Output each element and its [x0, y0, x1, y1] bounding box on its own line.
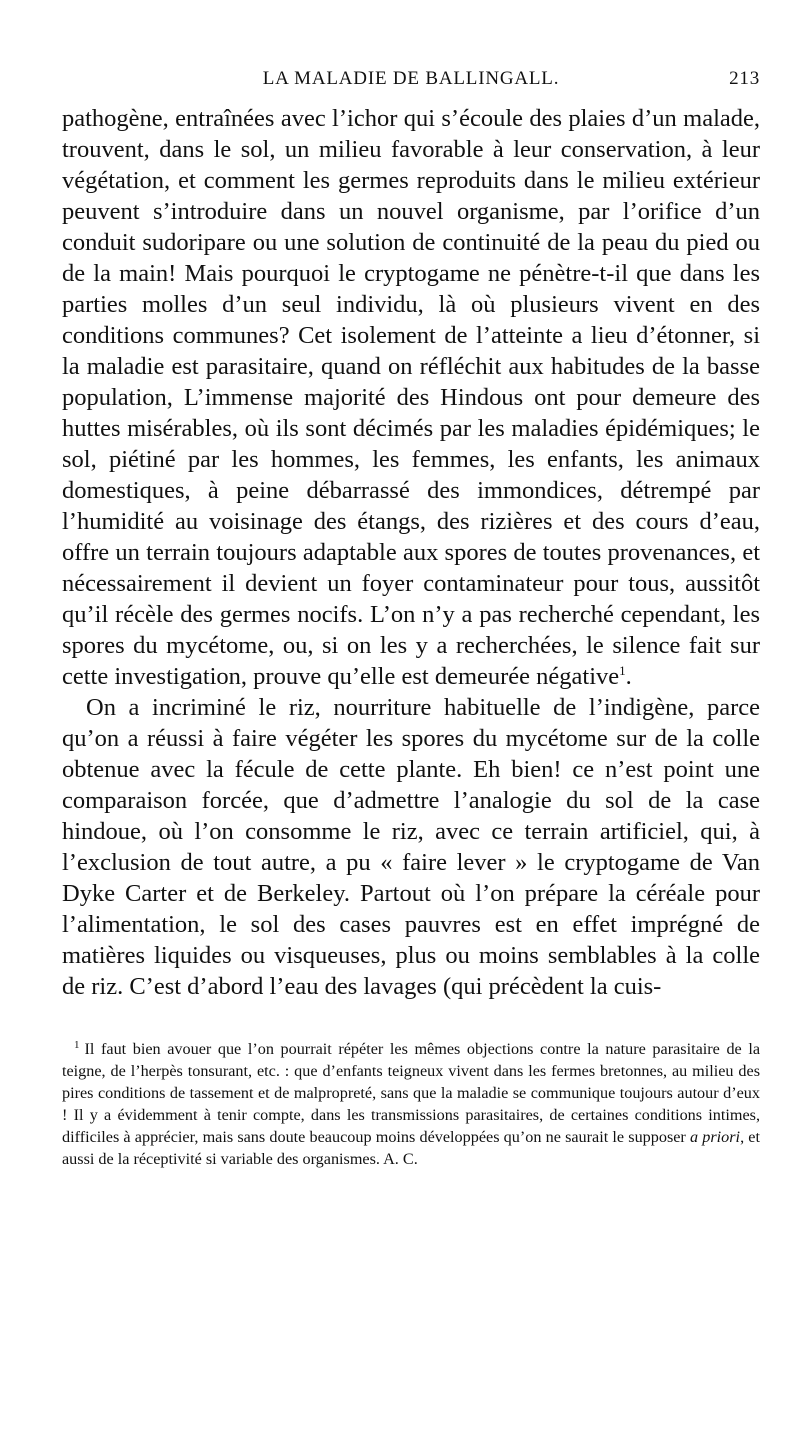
running-header [62, 62, 760, 96]
footnote-text-end: , et aussi de la réceptivité si variable des organismes. A. C. [62, 1128, 760, 1168]
body-paragraph-2-text: On a incriminé le riz, nourriture habituelle de l’indigène, parce qu’on a réussi à faire végéter les spores du mycétome sur de la colle obtenue avec la fécule de cette plante. Eh bien! ce n’est point une comparaison forcée, que d’admettre l’analogie du sol de la case hindoue, où l’on consomme le riz, avec ce terrain artificiel, qui, à l’exclusion de tout autre, a pu « faire lever » le cryptogame de Van Dyke Carter et de Berkeley. Partout où l’on prépare la céréale pour l’alimentation, le sol des cases pauvres est en effet imprégné de matières liquides ou visqueuses, plus ou moins semblables à la colle de riz. C’est d’abord l’eau des lavages (qui précèdent la cuis- [62, 694, 760, 1000]
body-paragraph-1 [62, 103, 760, 692]
footnote-reference: 1 [619, 662, 626, 678]
footnote-text: Il faut bien avouer que l’on pourrait répéter les mêmes objections contre la nature parasitaire de la teigne, de l’herpès tonsurant, etc. : que d’enfants teigneux vivent dans les fermes bretonnes, au milieu des pires conditions de tassement et de malpropreté, sans que la maladie se communique toujours autour d’eux ! Il y a évidemment à tenir compte, dans les transmissions parasitaires, de certaines conditions intimes, difficiles à apprécier, mais sans doute beaucoup moins développées qu’on ne saurait le supposer [62, 1040, 760, 1146]
page-number: 213 [729, 68, 760, 89]
body-paragraph-1-end: . [625, 663, 632, 690]
document-page [62, 62, 760, 1382]
footnote-italic-text: a priori [690, 1128, 741, 1146]
footnote [62, 1038, 760, 1170]
body-paragraph-1-text: pathogène, entraînées avec l’ichor qui s’écoule des plaies d’un malade, trouvent, dans le sol, un milieu favorable à leur conservation, à leur végétation, et comment les germes reproduits dans le milieu extérieur peuvent s’introduire dans un nouvel organisme, par l’orifice d’un conduit sudoripare ou une solution de continuité de la peau du pied ou de la main! Mais pourquoi le cryptogame ne pénètre-t-il que dans les parties molles d’un seul individu, là où plusieurs vivent en des conditions communes? Cet isolement de l’atteinte a lieu d’étonner, si la maladie est parasitaire, quand on réfléchit aux habitudes de la basse population, L’immense majorité des Hindous ont pour demeure des huttes misérables, où ils sont décimés par les maladies épidémiques; le sol, piétiné par les hommes, les femmes, les enfants, les animaux domestiques, à peine débarrassé des immondices, détrempé par l’humidité au voisinage des étangs, des rizières et des cours d’eau, offre un terrain toujours adaptable aux spores de toutes provenances, et nécessairement il devient un foyer contaminateur pour tous, aussitôt qu’il récèle des germes nocifs. L’on n’y a pas recherché cependant, les spores du mycétome, ou, si on les y a recherchées, le silence fait sur cette investigation, prouve qu’elle est demeurée négative [62, 105, 760, 690]
body-text [62, 103, 760, 1002]
body-paragraph-2 [62, 692, 760, 1002]
footnote-mark: 1 [74, 1038, 80, 1051]
running-title: LA MALADIE DE BALLINGALL. [262, 68, 560, 89]
